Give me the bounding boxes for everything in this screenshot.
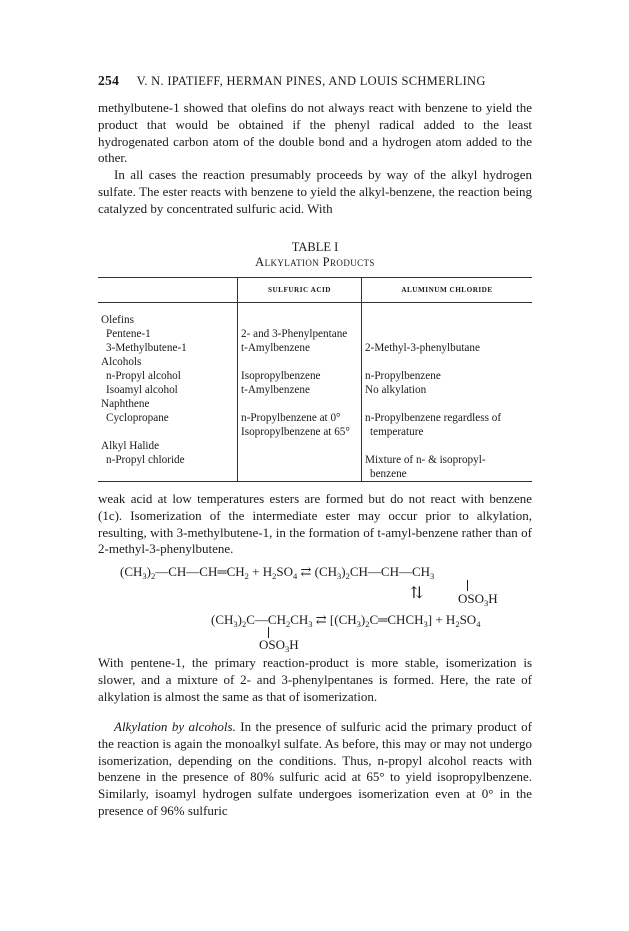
reactant-cell: Cyclopropane — [106, 412, 169, 424]
body-text-middle — [98, 491, 532, 558]
equation-substituent-1: $OSO_3H$ — [458, 591, 498, 608]
aluminum-cell: temperature — [370, 426, 424, 438]
sulfuric-cell: n-Propylbenzene at 0° — [238, 411, 362, 425]
bond-line-1 — [467, 580, 468, 591]
reactant-cell: Isoamyl alcohol — [106, 384, 178, 396]
table-row — [98, 355, 532, 369]
body-text-top — [98, 100, 532, 218]
table-row — [98, 453, 532, 467]
table-row — [98, 327, 532, 341]
reactant-cell: Naphthene — [101, 398, 150, 410]
sulfuric-cell: 2- and 3-Phenylpentane — [238, 327, 362, 341]
equation-line-2: $(CH_3)_2C—CH_2CH_3$ ⇄ $[(CH_3)_2C═CHCH_3] + H_2SO_4$ — [211, 612, 481, 629]
author-line: V. N. IPATIEFF, HERMAN PINES, AND LOUIS SCHMERLING — [136, 74, 486, 88]
header-reactant — [98, 278, 238, 303]
reactant-cell — [98, 467, 238, 482]
table-number: TABLE I — [291, 240, 339, 254]
paragraph-4: With pentene-1, the primary reaction-product is more stable, isomerization is slower, and a mixture of 2- and 3-phenylpentanes is formed. Here, the rate of alkylation is almost the same as that of isomerization. — [98, 655, 532, 704]
table-row — [98, 369, 532, 383]
table-header-row — [98, 278, 532, 303]
paragraph-5-heading: Alkylation by alcohols. — [114, 719, 236, 734]
aluminum-cell — [362, 397, 533, 411]
sulfuric-cell — [238, 313, 362, 327]
table-row — [98, 383, 532, 397]
equilibrium-arrows: ⇅ — [410, 585, 424, 602]
aluminum-cell — [362, 313, 533, 327]
table-row — [98, 313, 532, 327]
aluminum-cell: n-Propylbenzene regardless of — [365, 412, 502, 424]
table-spacer-row — [98, 303, 532, 314]
aluminum-cell: n-Propylbenzene — [365, 370, 441, 382]
table-row — [98, 341, 532, 355]
header-sulfuric-acid: SULFURIC ACID — [238, 278, 362, 303]
equation-line-1: $(CH_3)_2—CH—CH═CH_2 + H_2SO_4$ ⇄ $(CH_3)_2CH—CH—CH_3$ — [120, 564, 435, 581]
sulfuric-cell: t-Amylbenzene — [238, 341, 362, 355]
sulfuric-cell — [238, 355, 362, 369]
paragraph-2: In all cases the reaction presumably proceeds by way of the alkyl hydrogen sulfate. The ester reacts with benzene to yield the alkyl-benzene, the reaction being catalyzed by concentrated sulfuric acid. With — [98, 167, 532, 216]
table-row — [98, 397, 532, 411]
aluminum-cell: 2-Methyl-3-phenylbutane — [365, 342, 480, 354]
page-number: 254 — [98, 73, 120, 88]
table-row — [98, 439, 532, 453]
reactant-cell: Olefins — [101, 314, 134, 326]
sulfuric-cell — [238, 439, 362, 453]
sulfuric-cell — [238, 467, 362, 482]
reactant-cell: n-Propyl alcohol — [106, 370, 181, 382]
body-text-bottom — [98, 719, 532, 820]
header-aluminum-chloride: ALUMINUM CHLORIDE — [401, 286, 493, 294]
paragraph-1: methylbutene-1 showed that olefins do not always react with benzene to yield the product that would be obtained if the phenyl radical added to the least hydrogenated carbon atom of the double bond and a hydrogen atom added to the other. — [98, 100, 532, 166]
aluminum-cell: benzene — [370, 468, 407, 480]
sulfuric-cell — [238, 397, 362, 411]
aluminum-cell — [362, 439, 533, 453]
reactant-cell: Alkyl Halide — [101, 440, 160, 452]
aluminum-cell — [362, 327, 533, 341]
reactant-cell: 3-Methylbutene-1 — [106, 342, 187, 354]
equation-substituent-2: $OSO_3H$ — [259, 637, 299, 654]
body-text-paragraph-4 — [98, 655, 532, 705]
aluminum-cell: No alkylation — [365, 384, 427, 396]
paragraph-5 — [98, 719, 532, 820]
reactant-cell: Pentene-1 — [106, 328, 151, 340]
table-row — [98, 411, 532, 425]
running-header — [98, 73, 486, 89]
aluminum-cell — [362, 355, 533, 369]
reactant-cell: Alcohols — [101, 356, 142, 368]
aluminum-cell: Mixture of n- & isopropyl- — [365, 454, 486, 466]
alkylation-products-table — [98, 277, 532, 482]
table-title: Alkylation Products — [255, 255, 375, 269]
paragraph-3: weak acid at low temperatures esters are formed but do not react with benzene (1c). Isomerization of the intermediate ester may occur prior to alkylation, resulting, with 3-methylbutene-1, in the formation of t-amyl-benzene rather than of 2-methyl-3-phenylbutene. — [98, 491, 532, 557]
sulfuric-cell: t-Amylbenzene — [238, 383, 362, 397]
paragraph-5-body: In the presence of sulfuric acid the primary product of the reaction is again the monoalkyl sulfate. As before, this may or may not undergo isomerization, depending on the conditions. Thus, n-propyl alcohol reacts with benzene in the presence of 80% sulfuric acid at 65° to yield isopropylbenzene. Similarly, isoamyl hydrogen sulfate undergoes isomerization even at 0° in the presence of 96% sulfuric — [98, 719, 532, 818]
sulfuric-cell: Isopropylbenzene at 65° — [238, 425, 362, 439]
table-row — [98, 467, 532, 482]
sulfuric-cell: Isopropylbenzene — [238, 369, 362, 383]
sulfuric-cell — [238, 453, 362, 467]
reactant-cell: n-Propyl chloride — [106, 454, 185, 466]
table-row — [98, 425, 532, 439]
reactant-cell — [98, 425, 238, 439]
